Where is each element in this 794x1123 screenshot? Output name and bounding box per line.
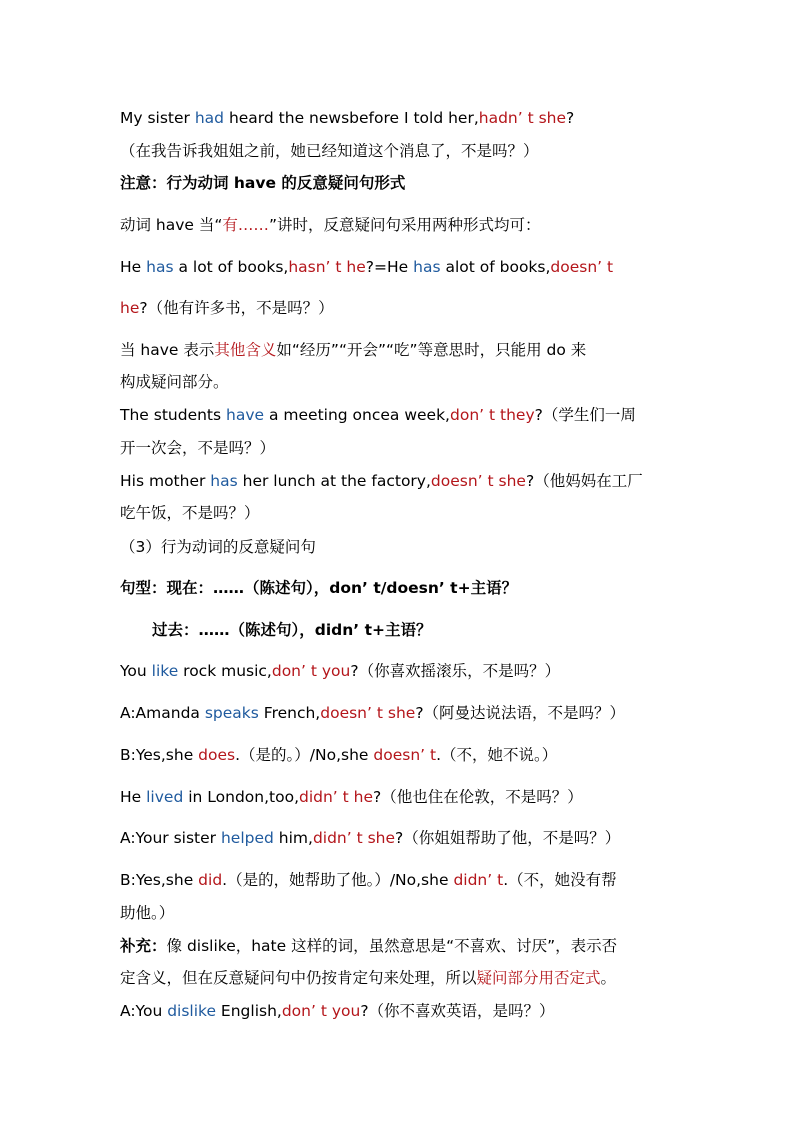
tag-highlight: don’ t you <box>281 1002 361 1020</box>
text-line <box>120 371 229 393</box>
tag-highlight: didn’ t he <box>299 788 374 806</box>
text-segment: He <box>120 788 147 806</box>
text-segment: 句型：现在：……（陈述句），don’ t/doesn’ t+主语？ <box>120 579 518 597</box>
text-segment: a meeting oncea week, <box>264 406 450 424</box>
text-segment: （在我告诉我姐姐之前，她已经知道这个消息了，不是吗？） <box>120 142 539 160</box>
verb-highlight: lived <box>146 788 184 806</box>
verb-highlight: has <box>413 258 441 276</box>
tag-highlight: 其他含义 <box>214 341 277 359</box>
text-line <box>120 935 617 957</box>
text-line <box>120 744 557 766</box>
text-segment: A:Your sister <box>120 829 221 847</box>
text-line <box>120 107 574 129</box>
text-line <box>120 577 517 599</box>
verb-highlight: helped <box>220 829 274 847</box>
verb-highlight: have <box>226 406 265 424</box>
text-line <box>120 786 583 808</box>
text-segment: ?（他妈妈在工厂 <box>525 472 643 490</box>
text-segment: a lot of books, <box>173 258 289 276</box>
tag-highlight: doesn’ t she <box>430 472 526 490</box>
text-segment: 动词 have 当“ <box>120 216 223 234</box>
text-segment: The students <box>120 406 227 424</box>
text-segment: alot of books, <box>440 258 551 276</box>
text-segment: 开一次会，不是吗？） <box>120 439 276 457</box>
text-segment: B:Yes,she <box>120 746 199 764</box>
text-segment: 像 dislike，hate 这样的词，虽然意思是“不喜欢、讨厌”，表示否 <box>166 937 618 955</box>
text-line <box>120 214 540 236</box>
text-segment: him, <box>273 829 313 847</box>
verb-highlight: like <box>151 662 179 680</box>
text-segment: English, <box>216 1002 282 1020</box>
text-segment: ?（他有许多书，不是吗？） <box>139 299 334 317</box>
text-segment: ? <box>566 109 575 127</box>
text-segment: 注意：行为动词 have 的反意疑问句形式 <box>120 174 406 192</box>
text-segment: 如“经历”“开会”“吃”等意思时，只能用 do 来 <box>276 341 587 359</box>
text-segment: A:Amanda <box>120 704 205 722</box>
tag-highlight: hasn’ t he <box>288 258 366 276</box>
verb-highlight: speaks <box>204 704 259 722</box>
text-line <box>120 702 625 724</box>
text-line <box>120 619 431 641</box>
text-segment: .（是的。）/No,she <box>235 746 374 764</box>
tag-highlight: 疑问部分用否定式 <box>476 969 601 987</box>
text-line <box>120 256 613 278</box>
text-segment: ?（阿曼达说法语，不是吗？） <box>415 704 626 722</box>
text-line <box>120 827 620 849</box>
verb-highlight: has <box>146 258 174 276</box>
text-line <box>120 869 617 891</box>
text-line <box>120 502 260 524</box>
text-line <box>120 404 636 426</box>
text-segment: My sister <box>120 109 195 127</box>
tag-highlight: didn’ t she <box>312 829 396 847</box>
text-segment: ”讲时，反意疑问句采用两种形式均可： <box>268 216 541 234</box>
tag-highlight: don’ t they <box>450 406 535 424</box>
text-segment: ?（你不喜欢英语，是吗？） <box>360 1002 555 1020</box>
text-segment: ?（他也住在伦敦，不是吗？） <box>373 788 583 806</box>
text-segment: 构成疑问部分。 <box>120 373 229 391</box>
text-segment: rock music, <box>178 662 272 680</box>
text-segment: （3）行为动词的反意疑问句 <box>120 538 316 556</box>
text-segment: 吃午饭，不是吗？） <box>120 504 260 522</box>
text-segment: 补充： <box>120 937 167 955</box>
tag-highlight: didn’ t <box>453 871 504 889</box>
text-segment: You <box>120 662 152 680</box>
text-line <box>120 660 560 682</box>
text-segment: in London,too, <box>183 788 299 806</box>
text-line <box>120 172 405 194</box>
tag-highlight: doesn’ t <box>550 258 614 276</box>
text-line <box>120 140 539 162</box>
text-line <box>120 536 316 558</box>
tag-highlight: did <box>198 871 223 889</box>
text-segment: His mother <box>120 472 211 490</box>
text-segment: .（不，她不说。） <box>436 746 558 764</box>
text-segment: heard the newsbefore I told her, <box>224 109 479 127</box>
text-line <box>120 437 275 459</box>
text-segment: 定含义，但在反意疑问句中仍按肯定句来处理，所以 <box>120 969 477 987</box>
text-segment: B:Yes,she <box>120 871 199 889</box>
text-line <box>120 470 643 492</box>
tag-highlight: doesn’ t she <box>320 704 416 722</box>
verb-highlight: had <box>194 109 225 127</box>
text-line <box>120 339 586 361</box>
text-segment: A:You <box>120 1002 168 1020</box>
text-segment: .（是的，她帮助了他。）/No,she <box>222 871 454 889</box>
text-segment: her lunch at the factory, <box>237 472 431 490</box>
text-segment: ?=He <box>365 258 414 276</box>
text-segment: 过去：……（陈述句），didn’ t+主语？ <box>152 621 432 639</box>
text-line <box>120 967 616 989</box>
verb-highlight: has <box>210 472 238 490</box>
text-segment: ?（学生们一周 <box>534 406 636 424</box>
text-line <box>120 297 334 319</box>
verb-highlight: dislike <box>167 1002 216 1020</box>
text-segment: .（不，她没有帮 <box>503 871 617 889</box>
text-line <box>120 902 174 924</box>
text-segment: He <box>120 258 147 276</box>
text-segment: 当 have 表示 <box>120 341 215 359</box>
tag-highlight: doesn’ t <box>373 746 437 764</box>
text-segment: French, <box>258 704 321 722</box>
tag-highlight: don’ t you <box>271 662 351 680</box>
text-segment: ?（你喜欢摇滚乐，不是吗？） <box>350 662 561 680</box>
tag-highlight: hadn’ t she <box>478 109 567 127</box>
text-line <box>120 1000 555 1022</box>
tag-highlight: 有…… <box>222 216 269 234</box>
tag-highlight: does <box>198 746 236 764</box>
text-segment: 。 <box>600 969 617 987</box>
tag-highlight: he <box>120 299 140 317</box>
text-segment: ?（你姐姐帮助了他，不是吗？） <box>395 829 621 847</box>
text-segment: 助他。） <box>120 904 175 922</box>
